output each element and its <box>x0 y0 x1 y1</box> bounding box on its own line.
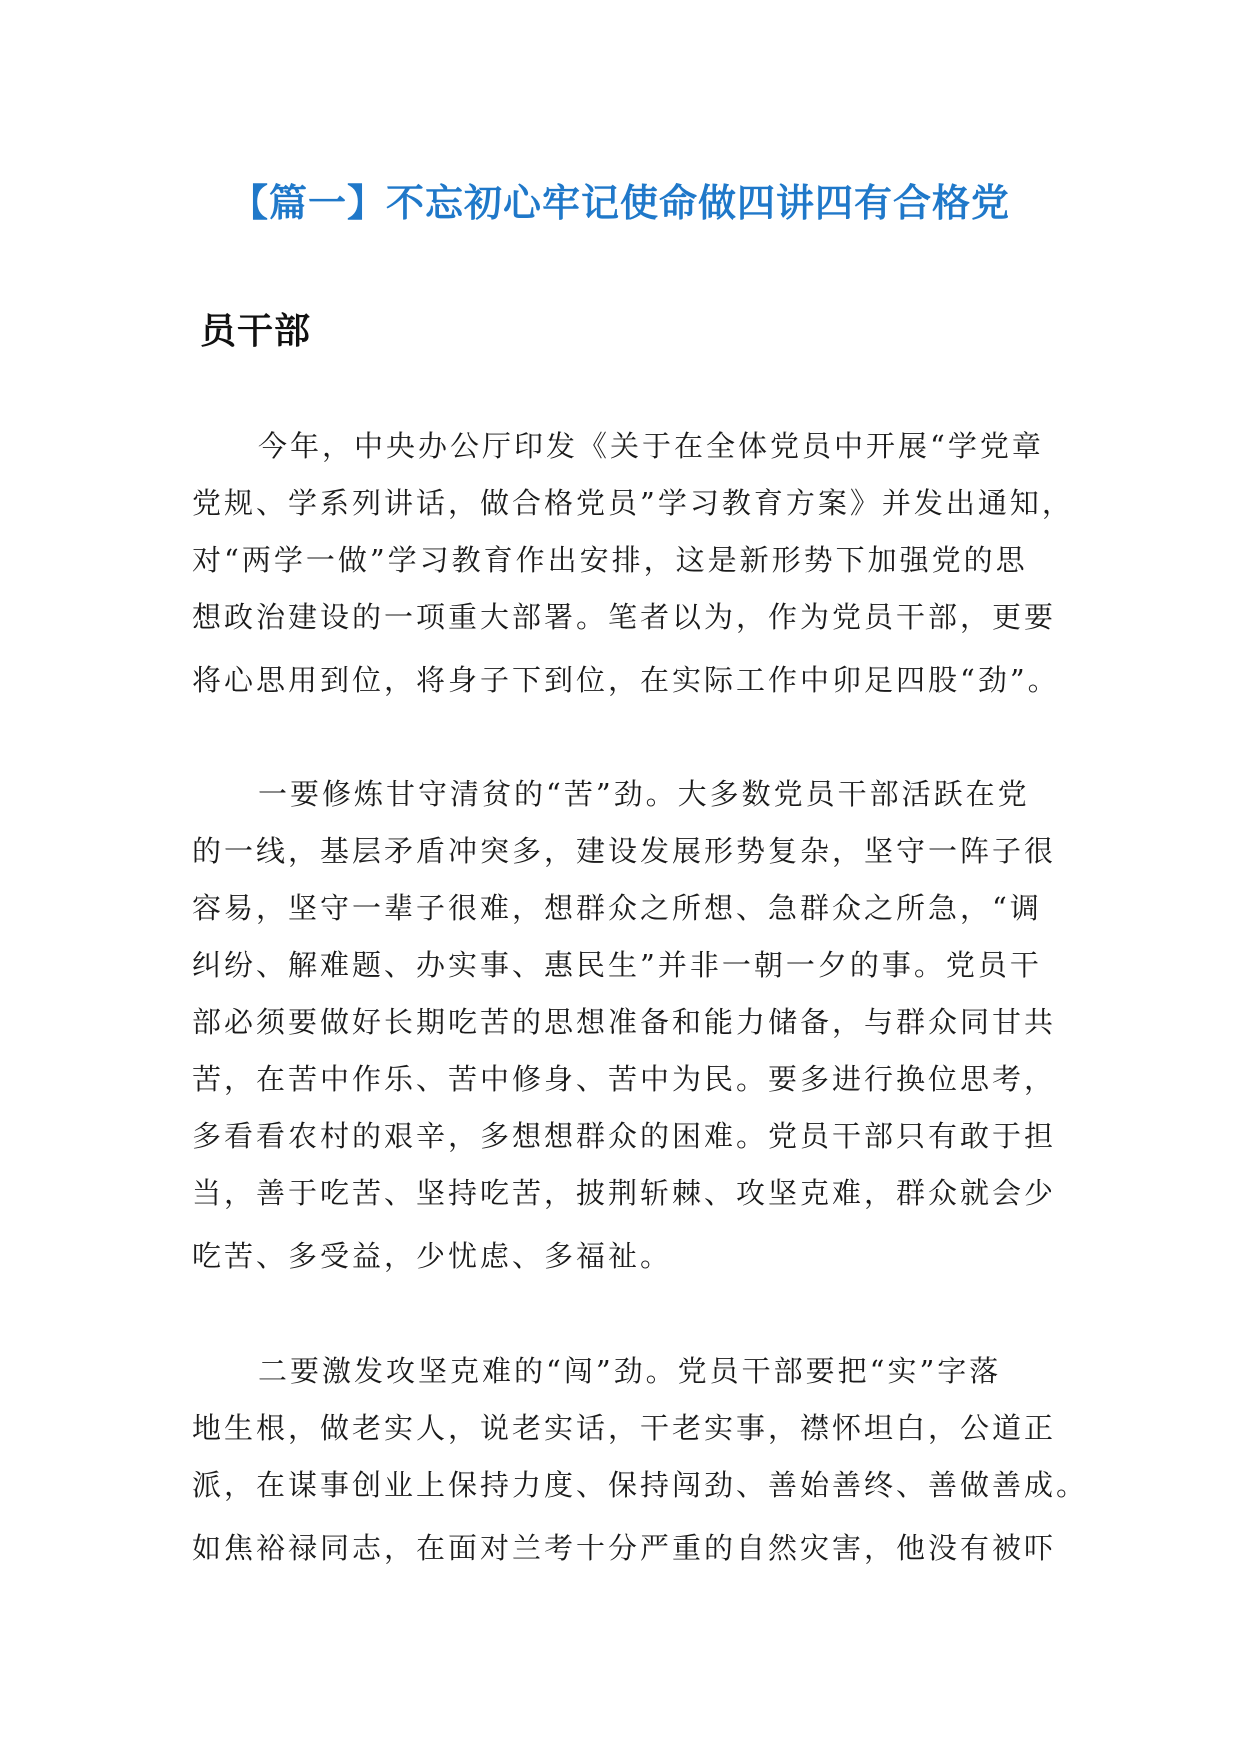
paragraph-line: 吃苦、多受益，少忧虑、多福祉。 <box>192 1239 673 1273</box>
paragraph-line: 二要激发攻坚克难的“闯”劲。党员干部要把“实”字落 <box>258 1354 1002 1388</box>
paragraph-line: 部必须要做好长期吃苦的思想准备和能力储备，与群众同甘共 <box>192 1005 1057 1039</box>
paragraph-point-one <box>192 766 1062 1285</box>
document-title: 【篇一】不忘初心牢记使命做四讲四有合格党 <box>229 181 1010 225</box>
paragraph-line: 今年，中央办公厅印发《关于在全体党员中开展“学党章 <box>258 429 1044 463</box>
paragraph-intro <box>192 418 1074 709</box>
paragraph-line: 多看看农村的艰辛，多想想群众的困难。党员干部只有敢于担 <box>192 1119 1057 1153</box>
paragraph-line: 想政治建设的一项重大部署。笔者以为，作为党员干部，更要 <box>192 600 1057 634</box>
paragraph-line: 如焦裕禄同志，在面对兰考十分严重的自然灾害，他没有被吓 <box>192 1531 1057 1565</box>
paragraph-line: 苦，在苦中作乐、苦中修身、苦中为民。要多进行换位思考， <box>192 1062 1057 1096</box>
paragraph-line: 派，在谋事创业上保持力度、保持闯劲、善始善终、善做善成。 <box>192 1468 1089 1502</box>
paragraph-line: 容易，坚守一辈子很难，想群众之所想、急群众之所急，“调 <box>192 891 1042 925</box>
paragraph-line: 党规、学系列讲话，做合格党员”学习教育方案》并发出通知， <box>192 486 1074 520</box>
paragraph-line: 当，善于吃苦、坚持吃苦，披荆斩棘、攻坚克难，群众就会少 <box>192 1176 1057 1210</box>
paragraph-line: 将心思用到位，将身子下到位，在实际工作中卯足四股“劲”。 <box>192 663 1060 697</box>
paragraph-point-two <box>192 1343 1089 1577</box>
paragraph-line: 对“两学一做”学习教育作出安排，这是新形势下加强党的思 <box>192 543 1028 577</box>
paragraph-line: 地生根，做老实人，说老实话，干老实事，襟怀坦白，公道正 <box>192 1411 1057 1445</box>
document-title-continuation: 员干部 <box>200 311 312 352</box>
paragraph-line: 的一线，基层矛盾冲突多，建设发展形势复杂，坚守一阵子很 <box>192 834 1057 868</box>
paragraph-line: 纠纷、解难题、办实事、惠民生”并非一朝一夕的事。党员干 <box>192 948 1042 982</box>
paragraph-line: 一要修炼甘守清贫的“苦”劲。大多数党员干部活跃在党 <box>258 777 1030 811</box>
